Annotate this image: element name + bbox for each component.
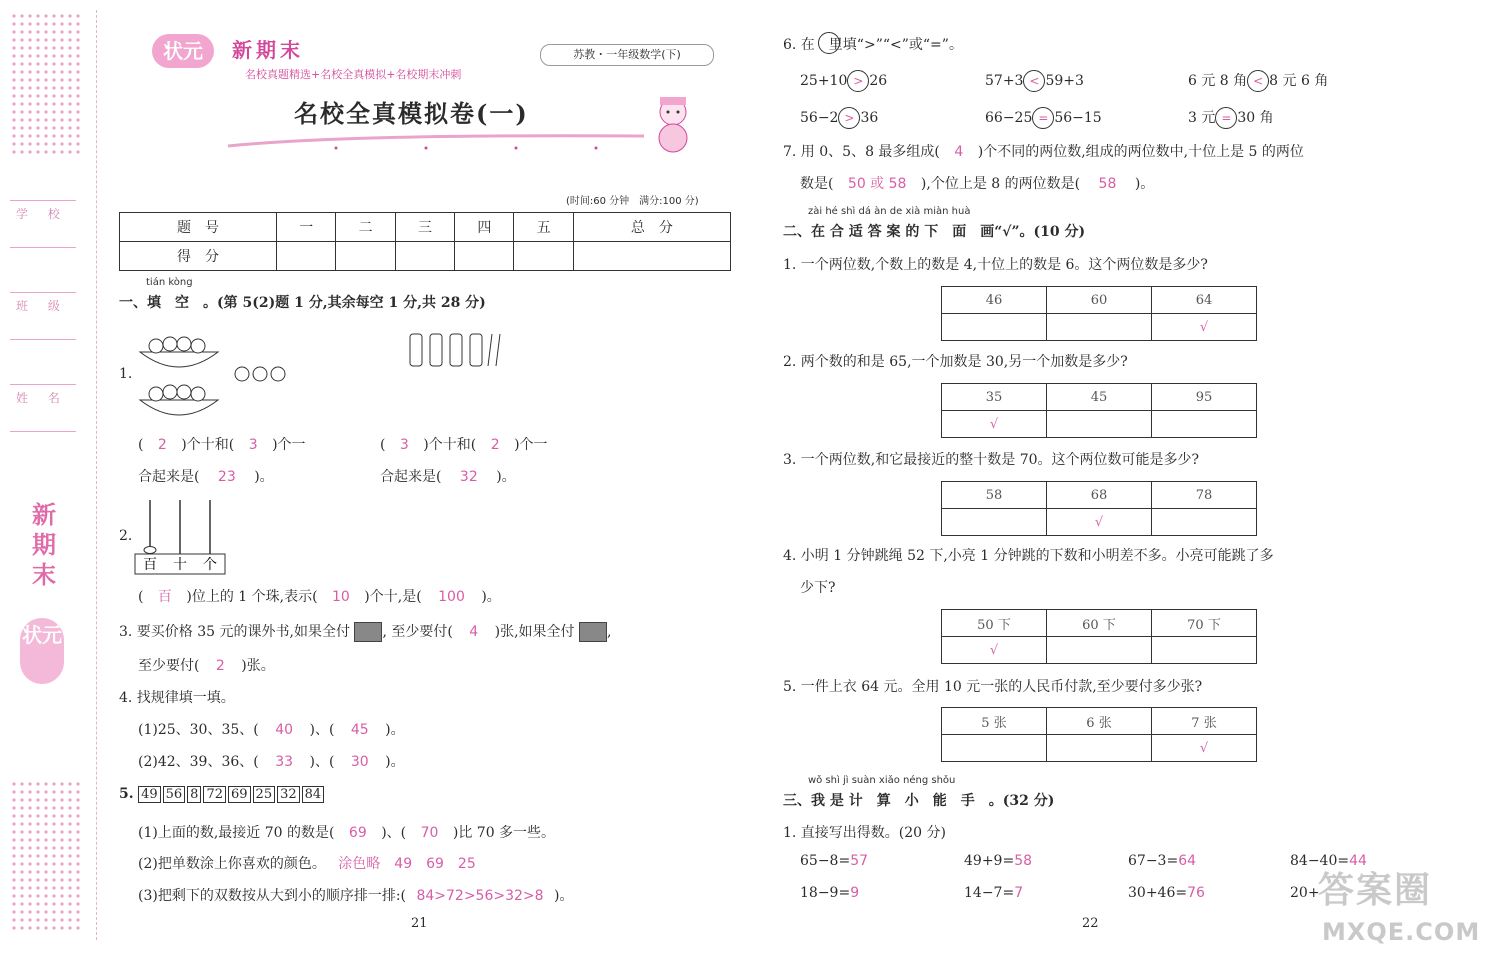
peach-baskets-illustration [134,332,302,424]
text: 合起来是( [380,469,442,485]
q6-item-2 [985,70,1084,92]
number-box: 84 [302,786,325,803]
q1-left-line1 [138,434,306,454]
answer[interactable]: 76 [1187,885,1205,901]
check-cell[interactable] [1152,509,1257,536]
q5-number-boxes [119,786,326,803]
answer[interactable]: 百 [157,589,172,605]
text: )张,如果全付 [494,624,575,640]
brand-logo: 状元 [152,34,214,68]
exam-title: 名校全真模拟卷(一) [294,99,529,128]
option: 60 下 [1047,610,1152,637]
abacus-label-ones: 个 [203,557,217,573]
q5-line3 [138,885,573,905]
score-value-row [120,242,731,271]
check-cell[interactable] [1047,735,1152,762]
expr: 30 角 [1237,110,1274,126]
text: , [607,624,612,640]
check-cell[interactable] [942,735,1047,762]
choice1-table [941,286,1257,341]
section1-title: 一、填 空 。(第 5(2)题 1 分,其余每空 1 分,共 28 分) [119,295,486,311]
expr: 36 [860,110,879,126]
check-cell[interactable] [942,314,1047,341]
text: 合起来是( [138,469,200,485]
text: )比 70 多一些。 [452,825,556,841]
answer[interactable]: 3 [248,437,258,453]
text: )个十和( [423,437,477,453]
text: )、( [309,754,335,770]
choice2-table [941,383,1257,438]
name-field[interactable] [10,384,76,432]
stick-bundles-illustration [408,330,504,370]
expr: 26 [869,73,888,89]
expr: 20+ [1290,885,1320,901]
text: (3)把剩下的双数按从大到小的顺序排一排:( [138,888,407,904]
expr: 66−25 [985,110,1033,126]
answer[interactable]: 33 [275,754,294,770]
q4-line2 [138,751,405,771]
choice4-question: 4. 小明 1 分钟跳绳 52 下,小亮 1 分钟跳的下数和小明差不多。小亮可能跳了多 [783,548,1274,564]
score-row-label: 得 分 [120,242,277,271]
answer[interactable]: 70 [420,825,439,841]
check-cell[interactable]: √ [942,637,1047,664]
answer[interactable]: 44 [1349,853,1367,869]
q3-line1: 3. 要买价格 35 元的课外书,如果全付 , 至少要付( 4 )张,如果全付 , [119,624,612,640]
expr: 18−9= [800,885,851,901]
q6-item-4 [800,107,878,129]
calc-item [1128,885,1205,901]
score-input-cell[interactable] [395,242,454,271]
score-header-row [120,213,731,242]
text: )。 [385,754,405,770]
text: (1)上面的数,最接近 70 的数是( [138,825,335,841]
score-cell: 二 [336,213,395,242]
answer[interactable]: 30 [350,754,369,770]
text: ( [138,437,144,453]
score-input-cell[interactable] [514,242,573,271]
text: )个一 [272,437,306,453]
expr: 8 元 6 角 [1269,73,1329,89]
compare-circle[interactable]: < [1247,70,1269,92]
calc-item [800,885,859,901]
answer[interactable]: 40 [275,722,294,738]
watermark-url: MXQE.COM [1322,918,1481,946]
banknote-10-yuan-icon [354,622,382,642]
choice2-question: 2. 两个数的和是 65,一个加数是 30,另一个加数是多少? [783,354,1128,370]
option: 45 [1047,384,1152,411]
q1-right-line1 [380,434,548,454]
answer[interactable]: 9 [850,885,860,901]
score-input-cell[interactable] [573,242,730,271]
answer[interactable]: 64 [1178,853,1197,869]
option: 78 [1152,482,1257,509]
q7-line1 [783,141,1304,161]
abacus-illustration [134,498,226,576]
expr: 84−40= [1290,853,1350,869]
score-cell: 总 分 [573,213,730,242]
number-box: 32 [277,786,300,803]
calc-item [800,853,868,869]
q1-number: 1. [119,366,133,382]
q4-title: 4. 找规律填一填。 [119,690,235,706]
answer[interactable]: 50 或 58 [847,176,907,192]
compare-circle[interactable]: = [1032,107,1054,129]
number-box: 8 [187,786,201,803]
option: 60 [1047,287,1152,314]
class-field[interactable] [10,292,76,340]
number-box: 49 [138,786,161,803]
expr: 56−2 [800,110,839,126]
check-cell[interactable] [942,509,1047,536]
expr: 14−7= [964,885,1015,901]
q3-line2 [138,655,275,675]
watermark-logo: 答案圈 [1318,870,1433,911]
text: )。 [554,888,574,904]
answer[interactable]: 2 [215,658,225,674]
text: (2)42、39、36、( [138,754,259,770]
text: )、( [309,722,335,738]
text: )位上的 1 个珠,表示( [186,589,318,605]
q7-line2 [800,173,1154,193]
text: )。 [1134,176,1155,192]
text: )。 [254,469,274,485]
text: )个不同的两位数,组成的两位数中,十位上是 5 的两位 [977,144,1304,160]
expr: 59+3 [1045,73,1084,89]
score-cell: 题 号 [120,213,277,242]
expr: 67−3= [1128,853,1179,869]
score-cell: 三 [395,213,454,242]
mascot-illustration [642,92,704,156]
score-table [119,212,731,271]
check-cell[interactable] [1152,637,1257,664]
tagline: 名校真题精选+名校全真模拟+名校期末冲刺 [245,68,462,81]
text: )个一 [514,437,548,453]
calc-item [964,885,1023,901]
text: (1)25、30、35、( [138,722,259,738]
answer[interactable]: 32 [459,469,478,485]
answer[interactable]: 2 [157,437,167,453]
text: 至少要付( [391,624,453,640]
check-cell[interactable]: √ [1152,735,1257,762]
number-box: 25 [253,786,276,803]
option: 35 [942,384,1047,411]
option: 7 张 [1152,708,1257,735]
q6-item-6 [1188,107,1274,129]
choice1-question: 1. 一个两位数,个数上的数是 4,十位上的数是 6。这个两位数是多少? [783,257,1208,273]
section2-pinyin: zài hé shì dá àn de xià miàn huà [808,206,971,217]
number-box: 69 [228,786,251,803]
option: 5 张 [942,708,1047,735]
section3-title: 三、我 是 计 算 小 能 手 。(32 分) [783,793,1055,809]
abacus-label-tens: 十 [173,557,187,573]
score-cell: 五 [514,213,573,242]
option: 64 [1152,287,1257,314]
answer[interactable]: 84>72>56>32>8 [416,888,544,904]
answer[interactable]: 涂色略 49 69 25 [338,856,476,872]
option: 70 下 [1152,610,1257,637]
abacus-label-hundreds: 百 [143,557,157,573]
expr: 6 元 8 角 [1188,73,1248,89]
expr: 57+3 [985,73,1024,89]
q5-line2 [138,853,476,873]
banknote-20-yuan-icon [579,622,607,642]
time-and-score-info: (时间:60 分钟 满分:100 分) [566,196,699,207]
q4-line1 [138,719,405,739]
q5-line1 [138,822,555,842]
section1-pinyin: tián kòng [146,277,193,288]
text: )、( [381,825,407,841]
choice5-question: 5. 一件上衣 64 元。全用 10 元一张的人民币付款,至少要付多少张? [783,679,1203,695]
score-cell: 一 [277,213,336,242]
text: 3. 要买价格 35 元的课外书,如果全付 [119,624,350,640]
answer[interactable]: 3 [399,437,409,453]
margin-dot-pattern-top [10,12,80,154]
score-input-cell[interactable] [277,242,336,271]
text: (2)把单数涂上你喜欢的颜色。 [138,856,326,872]
score-input-cell[interactable] [455,242,514,271]
edition-badge: 苏教・一年级数学(下) [540,44,714,66]
number-box: 56 [163,786,186,803]
q1-right-line2 [380,466,516,486]
q5-number: 5. [119,786,134,802]
class-label: 班 级 [16,299,68,313]
answer[interactable]: 4 [954,144,964,160]
text: )。 [481,589,501,605]
binding-line [96,10,97,940]
expr: 3 元 [1188,110,1216,126]
calc-item [1290,885,1320,901]
answer[interactable]: 2 [490,437,500,453]
compare-circle[interactable]: > [838,107,860,129]
school-label: 学 校 [16,207,68,221]
q1-left-line2 [138,466,274,486]
text: ( [380,437,386,453]
check-cell[interactable] [1047,314,1152,341]
expr: 56−15 [1054,110,1102,126]
school-field[interactable] [10,200,76,248]
choice4-question-cont: 少下? [800,580,836,596]
answer[interactable]: 45 [350,722,369,738]
option: 50 下 [942,610,1047,637]
text: ),个位上是 8 的两位数是( [920,176,1081,192]
answer[interactable]: 58 [1098,176,1117,192]
choice4-table [941,609,1257,664]
number-box: 72 [203,786,226,803]
text: )个十和( [181,437,235,453]
text: 7. 用 0、5、8 最多组成( [783,144,940,160]
side-badge: 状元 [20,618,64,684]
section2-title: 二、在 合 适 答 案 的 下 面 画“√”。(10 分) [783,224,1086,240]
text: )张。 [241,658,275,674]
margin-dot-pattern-bottom [10,780,80,930]
option: 95 [1152,384,1257,411]
name-label: 姓 名 [16,391,68,405]
section3-sub: 1. 直接写出得数。(20 分) [783,825,946,841]
answer[interactable]: 100 [438,589,465,605]
option: 46 [942,287,1047,314]
compare-circle[interactable]: = [1215,107,1237,129]
title-swoosh-decoration [226,130,646,150]
score-input-cell[interactable] [336,242,395,271]
q6-item-1 [800,70,887,92]
score-cell: 四 [455,213,514,242]
check-cell[interactable]: √ [1152,314,1257,341]
compare-circle[interactable]: < [1023,70,1045,92]
side-brand: 新期末 [32,500,56,589]
page-number-left: 21 [411,916,428,931]
option: 68 [1047,482,1152,509]
page-number-right: 22 [1082,916,1099,931]
check-cell[interactable] [1047,411,1152,438]
option: 6 张 [1047,708,1152,735]
text: 数是( [800,176,834,192]
answer[interactable]: 57 [850,853,869,869]
calc-item [964,853,1032,869]
q6-title: 6. 在 里填“>”“<”或“=”。 [783,37,963,53]
choice3-question: 3. 一个两位数,和它最接近的整十数是 70。这个两位数可能是多少? [783,452,1200,468]
calc-item [1128,853,1196,869]
option: 58 [942,482,1047,509]
check-cell[interactable] [1152,411,1257,438]
answer[interactable]: 58 [1014,853,1033,869]
answer[interactable]: 69 [348,825,367,841]
compare-circle[interactable]: > [847,70,869,92]
text: )。 [496,469,516,485]
check-cell[interactable] [1047,637,1152,664]
check-cell[interactable]: √ [942,411,1047,438]
check-cell[interactable]: √ [1047,509,1152,536]
expr: 30+46= [1128,885,1188,901]
q2-number: 2. [119,528,133,544]
answer[interactable]: 4 [469,624,479,640]
answer[interactable]: 10 [332,589,350,605]
text: ( [138,589,144,605]
choice3-table [941,481,1257,536]
text: 至少要付( [138,658,200,674]
expr: 49+9= [964,853,1015,869]
text: )。 [385,722,405,738]
section3-pinyin: wǒ shì jì suàn xiǎo néng shǒu [808,775,956,786]
brand-name: 新期末 [232,38,304,62]
q2-line [138,586,501,606]
text: )个十,是( [364,589,422,605]
choice5-table [941,707,1257,762]
expr: 25+10 [800,73,848,89]
answer[interactable]: 7 [1014,885,1024,901]
q6-title-circle [818,32,840,54]
q6-item-5 [985,107,1102,129]
q6-item-3 [1188,70,1328,92]
expr: 65−8= [800,853,851,869]
answer[interactable]: 23 [217,469,236,485]
